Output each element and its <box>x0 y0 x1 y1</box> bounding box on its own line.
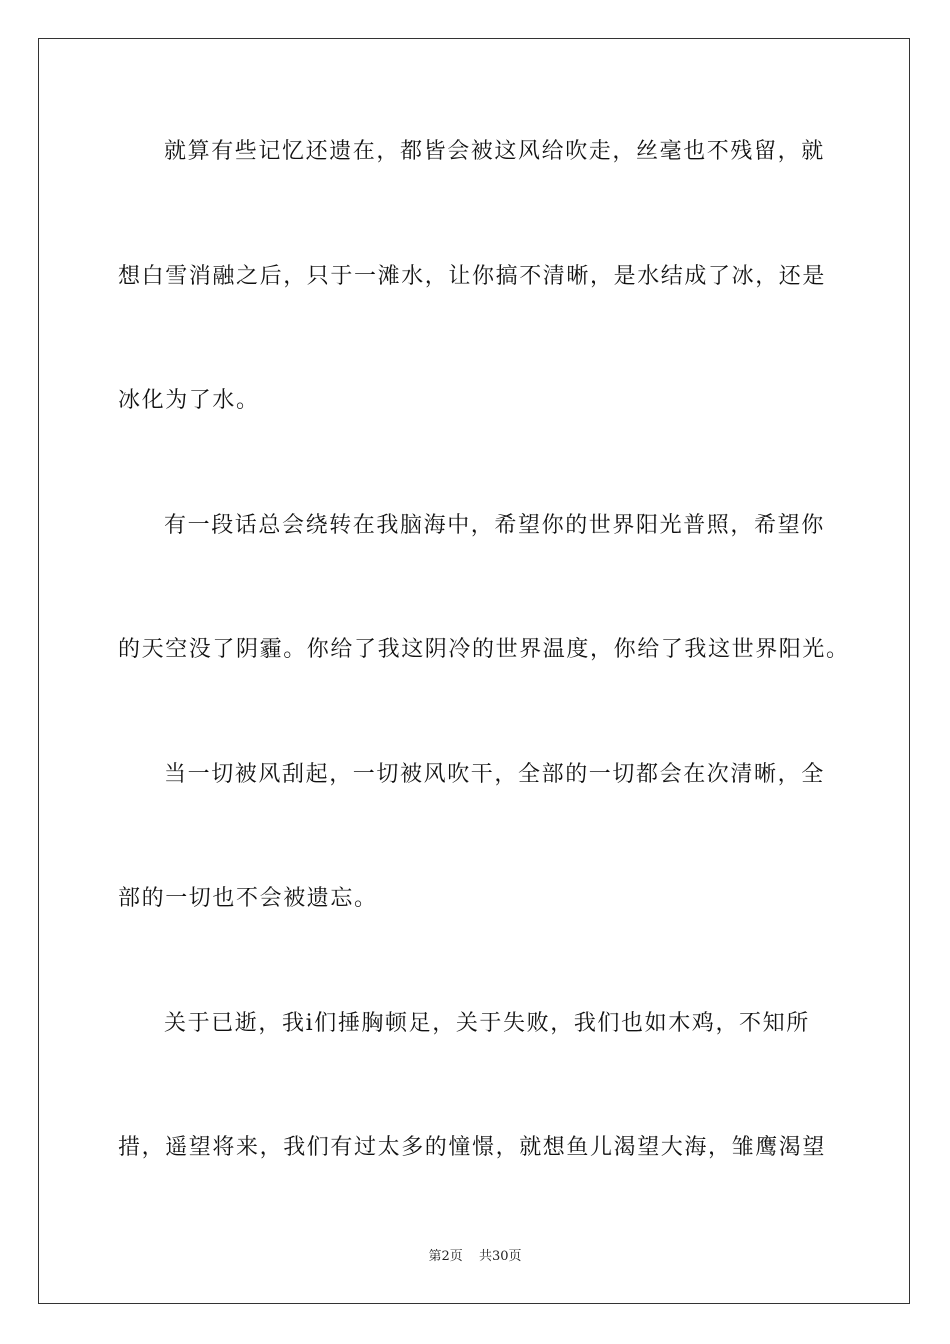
paragraph-3-line-2: 部的一切也不会被遗忘。 <box>118 886 378 911</box>
page-number: 第2页 <box>428 1249 463 1264</box>
paragraph-2-line-1: 有一段话总会绕转在我脑海中，希望你的世界阳光普照，希望你 <box>164 513 825 538</box>
paragraph-1-line-1: 就算有些记忆还遗在，都皆会被这风给吹走，丝毫也不残留，就 <box>164 139 825 164</box>
total-pages: 共30页 <box>478 1249 522 1264</box>
paragraph-1-line-3: 冰化为了水。 <box>118 388 260 413</box>
page-footer <box>0 1245 950 1264</box>
paragraph-2-line-2: 的天空没了阴霾。你给了我这阴冷的世界温度，你给了我这世界阳光。 <box>118 637 850 662</box>
paragraph-1-line-2: 想白雪消融之后，只于一滩水，让你搞不清晰，是水结成了冰，还是 <box>118 264 827 289</box>
page-frame <box>38 38 910 1304</box>
paragraph-3-line-1: 当一切被风刮起，一切被风吹干，全部的一切都会在次清晰，全 <box>164 762 825 787</box>
paragraph-4-line-1: 关于已逝，我i们捶胸顿足，关于失败，我们也如木鸡，不知所 <box>164 1011 810 1036</box>
paragraph-4-line-2: 措，遥望将来，我们有过太多的憧憬，就想鱼儿渴望大海，雏鹰渴望 <box>118 1135 827 1160</box>
